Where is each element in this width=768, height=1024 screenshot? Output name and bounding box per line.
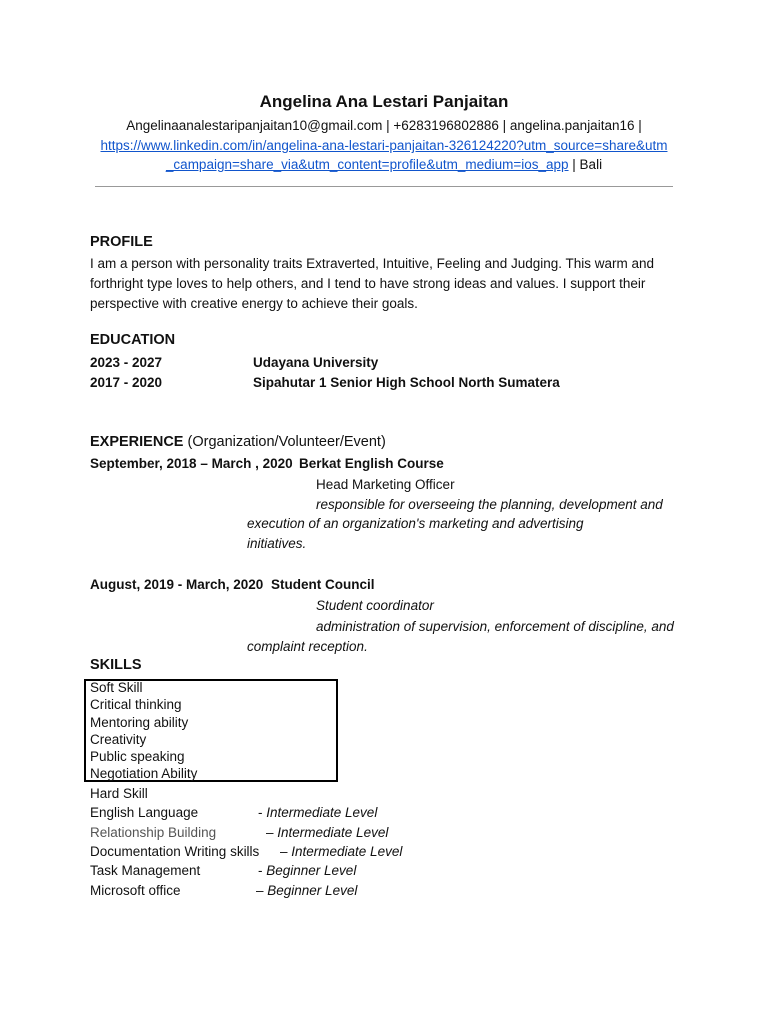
soft-skill-item: Critical thinking	[90, 697, 182, 712]
education-school: Sipahutar 1 Senior High School North Sumatera	[253, 375, 560, 390]
experience-desc: administration of supervision, enforcement of discipline, and	[316, 619, 674, 634]
education-school: Udayana University	[253, 355, 379, 370]
hard-skill-level: – Intermediate Level	[280, 844, 403, 859]
location-text: | Bali	[568, 157, 603, 172]
soft-skill-item: Creativity	[90, 732, 147, 747]
header-divider	[95, 186, 673, 187]
linkedin-link-continued[interactable]: _campaign=share_via&utm_content=profile&utm_medium=ios_app	[165, 157, 569, 172]
linkedin-link-line1[interactable]	[0, 138, 768, 153]
hard-skill-title: Hard Skill	[90, 786, 148, 801]
skills-heading: SKILLS	[90, 657, 142, 673]
hard-skill-name: Microsoft office	[90, 883, 181, 898]
profile-heading: PROFILE	[90, 234, 153, 250]
hard-skill-level: - Intermediate Level	[258, 805, 378, 820]
experience-dates: September, 2018 – March , 2020	[90, 456, 293, 471]
education-heading: EDUCATION	[90, 332, 176, 348]
soft-skill-item: Public speaking	[90, 749, 185, 764]
profile-line: perspective with creative energy to achieve their goals.	[90, 296, 418, 311]
experience-role: Student coordinator	[316, 598, 434, 613]
hard-skill-name: Documentation Writing skills	[90, 844, 260, 859]
experience-subheading: (Organization/Volunteer/Event)	[183, 434, 386, 450]
experience-dates: August, 2019 - March, 2020	[90, 577, 264, 592]
hard-skill-level: - Beginner Level	[258, 863, 357, 878]
linkedin-link[interactable]: https://www.linkedin.com/in/angelina-ana-lestari-panjaitan-326124220?utm_source=share&utm	[100, 138, 668, 153]
hard-skill-name: English Language	[90, 805, 199, 820]
experience-desc: initiatives.	[247, 536, 307, 551]
experience-desc: execution of an organization's marketing and advertising	[247, 516, 584, 531]
soft-skill-item: Negotiation Ability	[90, 766, 198, 781]
linkedin-link-line2	[0, 157, 768, 172]
soft-skill-title: Soft Skill	[90, 680, 143, 695]
education-years: 2017 - 2020	[90, 375, 163, 390]
hard-skill-name: Task Management	[90, 863, 201, 878]
education-years: 2023 - 2027	[90, 355, 163, 370]
experience-desc: complaint reception.	[247, 639, 368, 654]
resume-name: Angelina Ana Lestari Panjaitan	[259, 92, 509, 111]
experience-desc: responsible for overseeing the planning, development and	[316, 497, 663, 512]
experience-role: Head Marketing Officer	[316, 477, 455, 492]
profile-line: I am a person with personality traits Extraverted, Intuitive, Feeling and Judging. This warm and	[90, 256, 655, 271]
experience-heading	[90, 434, 386, 450]
experience-org: Berkat English Course	[299, 456, 444, 471]
hard-skill-level: – Intermediate Level	[266, 825, 389, 840]
experience-heading-text: EXPERIENCE	[90, 434, 184, 450]
experience-org: Student Council	[271, 577, 375, 592]
hard-skill-name: Relationship Building	[90, 825, 217, 840]
hard-skill-level: – Beginner Level	[256, 883, 358, 898]
contact-line: Angelinaanalestaripanjaitan10@gmail.com | +6283196802886 | angelina.panjaitan16 |	[126, 118, 642, 133]
profile-line: forthright type loves to help others, and I tend to have strong ideas and values. I support their	[90, 276, 646, 291]
soft-skill-item: Mentoring ability	[90, 715, 189, 730]
